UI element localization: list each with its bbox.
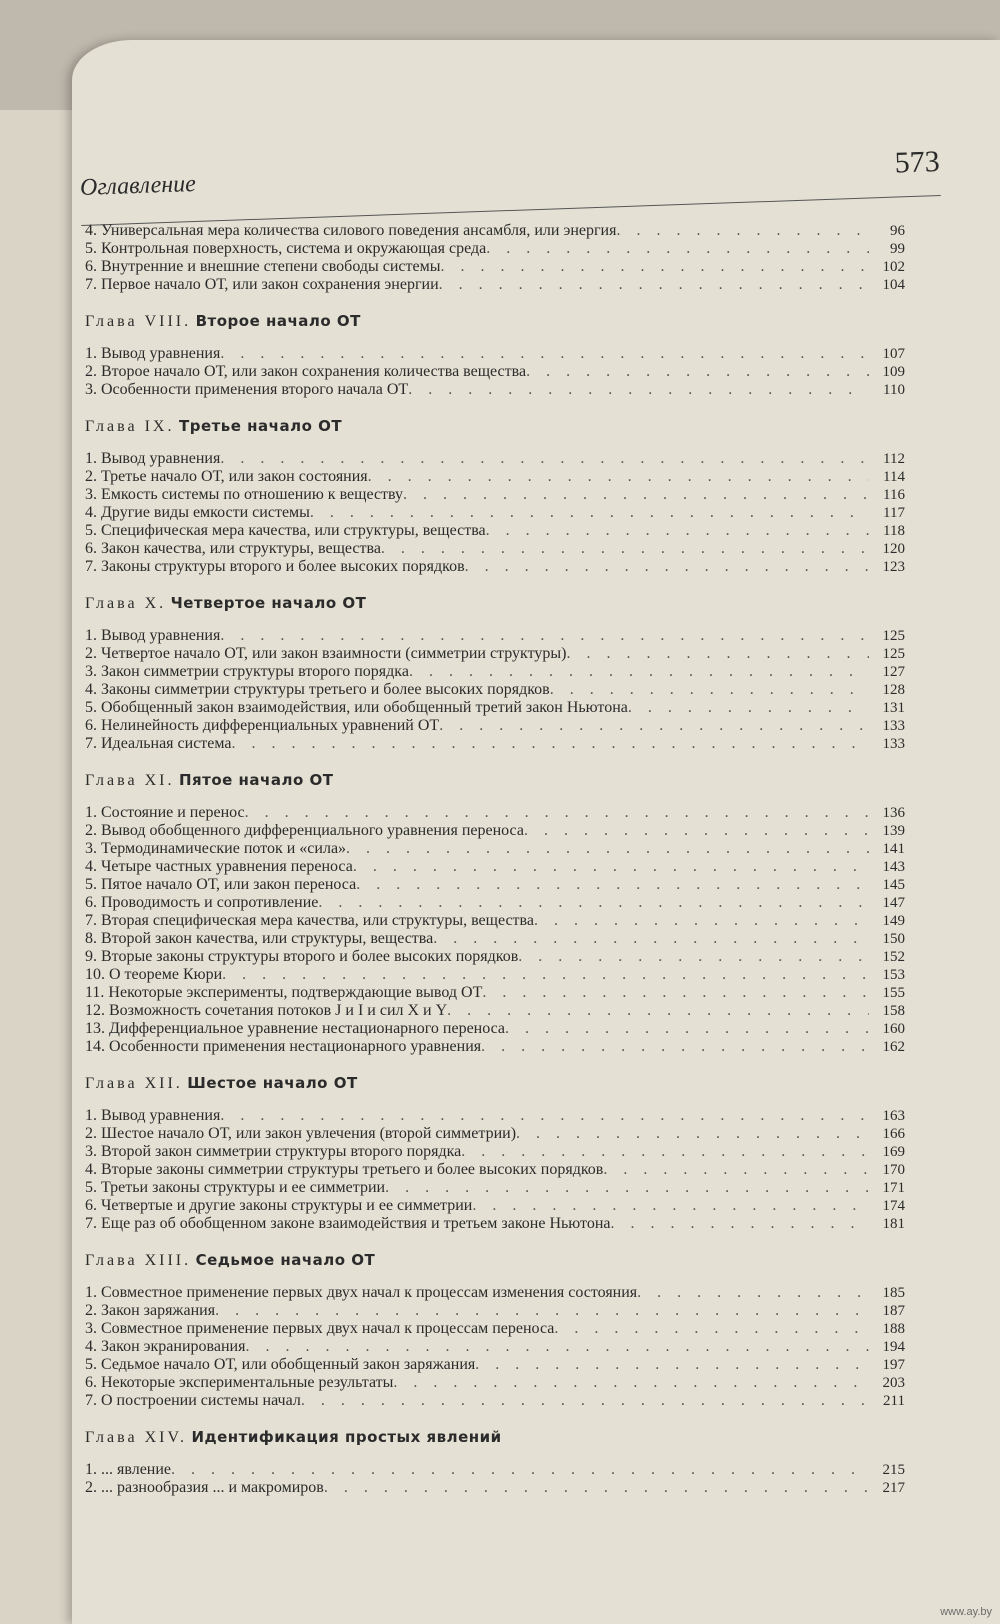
dot-leader — [245, 804, 869, 822]
dot-leader — [220, 450, 869, 468]
dot-leader — [526, 363, 869, 381]
toc-entry — [85, 1461, 905, 1479]
dot-leader — [310, 504, 869, 522]
toc-entry — [85, 699, 905, 717]
toc-entry — [85, 1215, 905, 1233]
toc-entry — [85, 966, 905, 984]
toc-entry — [85, 1392, 905, 1410]
toc-entry-page: 117 — [883, 505, 905, 521]
toc-entry-title: 13. Дифференциальное уравнение нестационарного переноса — [85, 1020, 506, 1037]
toc-entry — [85, 645, 905, 663]
dot-leader — [550, 681, 869, 699]
dot-leader — [324, 1479, 869, 1497]
toc-entry-title: 1. Вывод уравнения — [85, 450, 221, 467]
running-title: Оглавление — [79, 170, 197, 202]
dot-leader — [482, 984, 869, 1002]
toc-entry — [85, 522, 905, 540]
toc-entry-page: 215 — [882, 1462, 905, 1478]
chapter-label: Глава X. — [85, 595, 167, 612]
toc-entry — [85, 504, 905, 522]
toc-entry — [85, 1143, 905, 1161]
toc-entry-page: 171 — [882, 1180, 905, 1196]
chapter-section — [85, 594, 905, 753]
chapter-heading — [85, 771, 905, 790]
toc-entry — [85, 1374, 905, 1392]
toc-entry-page: 118 — [883, 523, 905, 539]
dot-leader — [439, 276, 869, 294]
dot-leader — [518, 948, 869, 966]
toc-entry-page: 141 — [882, 841, 905, 857]
toc-entry-title: 5. Пятое начало ОТ, или закон переноса — [85, 876, 357, 893]
table-of-contents — [85, 222, 905, 1515]
toc-entry-page: 131 — [882, 700, 905, 716]
dot-leader — [472, 1197, 869, 1215]
toc-entry-title: 5. Третьи законы структуры и ее симметрии — [85, 1179, 386, 1196]
toc-entry — [85, 1284, 905, 1302]
dot-leader — [220, 627, 869, 645]
dot-leader — [447, 1002, 869, 1020]
toc-entry-title: 4. Четыре частных уравнения переноса — [85, 858, 353, 875]
dot-leader — [409, 663, 869, 681]
dot-leader — [475, 1356, 869, 1374]
toc-entry — [85, 822, 905, 840]
toc-entry-title: 2. ... разнообразия ... и макромиров — [85, 1479, 324, 1496]
dot-leader — [486, 522, 869, 540]
toc-entry-page: 155 — [882, 985, 905, 1001]
toc-entry-title: 1. Совместное применение первых двух начал к процессам изменения состояния — [85, 1284, 638, 1301]
chapter-section — [85, 1074, 905, 1233]
chapter-section — [85, 771, 905, 1056]
chapter-title: Третье начало ОТ — [178, 417, 343, 435]
chapter-label: Глава XIV. — [85, 1429, 187, 1446]
dot-leader — [232, 735, 869, 753]
chapter-title: Шестое начало ОТ — [187, 1074, 358, 1092]
toc-entry-page: 120 — [882, 541, 905, 557]
toc-entry-title: 2. Закон заряжания — [85, 1302, 216, 1319]
chapter-label: Глава XII. — [85, 1075, 183, 1092]
dot-leader — [368, 468, 869, 486]
dot-leader — [534, 912, 869, 930]
chapter-section — [85, 222, 905, 294]
toc-entry-page: 174 — [882, 1198, 905, 1214]
toc-entry — [85, 663, 905, 681]
toc-entry — [85, 717, 905, 735]
toc-entry — [85, 1038, 905, 1056]
toc-entry-page: 188 — [882, 1321, 905, 1337]
dot-leader — [505, 1020, 869, 1038]
toc-entry-title: 5. Контрольная поверхность, система и окружающая среда — [85, 240, 487, 257]
chapter-section — [85, 1251, 905, 1410]
toc-entry-title: 4. Законы симметрии структуры третьего и более высоких порядков — [85, 681, 550, 698]
toc-entry-page: 136 — [882, 805, 905, 821]
toc-entry-page: 181 — [882, 1216, 905, 1232]
chapter-heading — [85, 417, 905, 436]
dot-leader — [554, 1320, 869, 1338]
toc-entry-title: 2. Четвертое начало ОТ, или закон взаимности (симметрии структуры) — [85, 645, 567, 662]
toc-entry-page: 139 — [882, 823, 905, 839]
chapter-label: Глава XIII. — [85, 1252, 192, 1269]
toc-entry-page: 160 — [882, 1021, 905, 1037]
toc-entry — [85, 804, 905, 822]
toc-entry-page: 170 — [882, 1162, 905, 1178]
toc-entry-page: 169 — [882, 1144, 905, 1160]
toc-entry — [85, 1356, 905, 1374]
toc-entry-title: 3. Закон симметрии структуры второго порядка — [85, 663, 409, 680]
toc-entry — [85, 240, 905, 258]
dot-leader — [486, 240, 869, 258]
dot-leader — [566, 645, 869, 663]
toc-entry — [85, 345, 905, 363]
dot-leader — [393, 1374, 869, 1392]
chapter-label: Глава XI. — [85, 772, 175, 789]
toc-entry-title: 6. Проводимость и сопротивление — [85, 894, 319, 911]
toc-entry-title: 1. ... явление — [85, 1461, 172, 1478]
toc-entry-title: 4. Универсальная мера количества силового поведения ансамбля, или энергия — [85, 222, 617, 239]
toc-entry-page: 102 — [882, 259, 905, 275]
toc-entry — [85, 1320, 905, 1338]
toc-entry-page: 187 — [882, 1303, 905, 1319]
toc-entry-title: 11. Некоторые эксперименты, подтверждающие вывод ОТ — [85, 984, 483, 1001]
dot-leader — [301, 1392, 869, 1410]
chapter-title: Второе начало ОТ — [195, 312, 361, 330]
dot-leader — [628, 699, 869, 717]
toc-entry-title: 7. Еще раз об обобщенном законе взаимодействия и третьем законе Ньютона — [85, 1215, 611, 1232]
toc-entry-page: 150 — [882, 931, 905, 947]
chapter-section — [85, 417, 905, 576]
dot-leader — [220, 1107, 869, 1125]
chapter-title: Четвертое начало ОТ — [170, 594, 367, 612]
dot-leader — [346, 840, 869, 858]
toc-entry-page: 143 — [882, 859, 905, 875]
dot-leader — [403, 486, 869, 504]
dot-leader — [318, 894, 869, 912]
toc-entry — [85, 735, 905, 753]
toc-entry-page: 153 — [882, 967, 905, 983]
toc-entry — [85, 558, 905, 576]
toc-entry — [85, 381, 905, 399]
toc-entry-page: 217 — [882, 1480, 905, 1496]
toc-entry-page: 147 — [882, 895, 905, 911]
toc-entry — [85, 984, 905, 1002]
toc-entry-page: 116 — [883, 487, 905, 503]
toc-entry-title: 7. Законы структуры второго и более высоких порядков — [85, 558, 465, 575]
toc-entry-page: 203 — [882, 1375, 905, 1391]
toc-entry-title: 9. Вторые законы структуры второго и более высоких порядков — [85, 948, 519, 965]
toc-entry-title: 7. О построении системы начал — [85, 1392, 301, 1409]
toc-entry — [85, 894, 905, 912]
toc-entry-title: 5. Обобщенный закон взаимодействия, или обобщенный третий закон Ньютона — [85, 699, 628, 716]
dot-leader — [516, 1125, 869, 1143]
toc-entry — [85, 468, 905, 486]
chapter-label: Глава IX. — [85, 418, 175, 435]
adjacent-page — [0, 110, 80, 1624]
toc-entry — [85, 876, 905, 894]
dot-leader — [603, 1161, 869, 1179]
toc-entry — [85, 363, 905, 381]
toc-entry-page: 211 — [883, 1393, 905, 1409]
dot-leader — [637, 1284, 869, 1302]
toc-entry — [85, 258, 905, 276]
toc-entry-page: 163 — [882, 1108, 905, 1124]
toc-entry-page: 96 — [890, 223, 905, 239]
dot-leader — [433, 930, 869, 948]
toc-entry — [85, 627, 905, 645]
toc-entry-page: 128 — [882, 682, 905, 698]
toc-entry-page: 125 — [882, 628, 905, 644]
toc-entry-page: 110 — [883, 382, 905, 398]
toc-entry-title: 8. Второй закон качества, или структуры, вещества — [85, 930, 434, 947]
toc-entry-page: 194 — [882, 1339, 905, 1355]
toc-entry-title: 1. Вывод уравнения — [85, 1107, 221, 1124]
chapter-title: Идентификация простых явлений — [191, 1428, 502, 1446]
toc-entry-title: 4. Закон экранирования — [85, 1338, 246, 1355]
chapter-heading — [85, 594, 905, 613]
chapter-title: Седьмое начало ОТ — [195, 1251, 376, 1269]
dot-leader — [353, 858, 869, 876]
toc-entry-title: 2. Шестое начало ОТ, или закон увлечения (второй симметрии) — [85, 1125, 517, 1142]
toc-entry-title: 10. О теореме Кюри — [85, 966, 223, 983]
toc-entry-title: 3. Второй закон симметрии структуры второго порядка — [85, 1143, 462, 1160]
dot-leader — [524, 822, 869, 840]
dot-leader — [610, 1215, 869, 1233]
dot-leader — [220, 345, 869, 363]
toc-entry-page: 104 — [882, 277, 905, 293]
page-number: 573 — [894, 145, 941, 180]
toc-entry-page: 127 — [882, 664, 905, 680]
toc-entry-page: 158 — [882, 1003, 905, 1019]
toc-entry-title: 6. Закон качества, или структуры, вещества — [85, 540, 381, 557]
toc-entry — [85, 276, 905, 294]
toc-entry — [85, 1197, 905, 1215]
toc-entry-title: 3. Совместное применение первых двух начал к процессам переноса — [85, 1320, 555, 1337]
toc-entry-title: 3. Особенности применения второго начала ОТ — [85, 381, 409, 398]
dot-leader — [481, 1038, 869, 1056]
toc-entry — [85, 222, 905, 240]
toc-entry-title: 5. Специфическая мера качества, или структуры, вещества — [85, 522, 486, 539]
toc-entry — [85, 450, 905, 468]
toc-entry-title: 3. Термодинамические поток и «сила» — [85, 840, 347, 857]
toc-entry-title: 7. Идеальная система — [85, 735, 232, 752]
toc-entry — [85, 930, 905, 948]
toc-entry — [85, 1002, 905, 1020]
toc-entry — [85, 1161, 905, 1179]
toc-entry-page: 185 — [882, 1285, 905, 1301]
toc-entry-title: 2. Третье начало ОТ, или закон состояния — [85, 468, 368, 485]
dot-leader — [381, 540, 869, 558]
chapter-label: Глава VIII. — [85, 313, 192, 330]
toc-entry-title: 4. Другие виды емкости системы — [85, 504, 310, 521]
dot-leader — [215, 1302, 869, 1320]
chapter-heading — [85, 1428, 905, 1447]
toc-entry-title: 6. Внутренние и внешние степени свободы системы — [85, 258, 441, 275]
dot-leader — [356, 876, 869, 894]
toc-entry-page: 152 — [882, 949, 905, 965]
toc-entry — [85, 1107, 905, 1125]
toc-entry-title: 2. Вывод обобщенного дифференциального уравнения переноса — [85, 822, 524, 839]
toc-entry — [85, 1020, 905, 1038]
toc-entry-page: 133 — [882, 718, 905, 734]
dot-leader — [408, 381, 869, 399]
toc-entry-page: 114 — [883, 469, 905, 485]
toc-entry-title: 1. Вывод уравнения — [85, 345, 221, 362]
toc-entry — [85, 858, 905, 876]
toc-entry — [85, 1125, 905, 1143]
toc-entry-page: 166 — [882, 1126, 905, 1142]
toc-entry-page: 125 — [882, 646, 905, 662]
dot-leader — [245, 1338, 869, 1356]
dot-leader — [440, 258, 869, 276]
dot-leader — [461, 1143, 869, 1161]
chapter-heading — [85, 1074, 905, 1093]
toc-entry-page: 109 — [882, 364, 905, 380]
toc-entry-title: 4. Вторые законы симметрии структуры третьего и более высоких порядков — [85, 1161, 604, 1178]
dot-leader — [222, 966, 869, 984]
toc-entry-page: 99 — [890, 241, 905, 257]
toc-entry-title: 3. Емкость системы по отношению к веществу — [85, 486, 404, 503]
toc-entry — [85, 840, 905, 858]
chapter-section — [85, 312, 905, 399]
toc-entry-title: 7. Первое начало ОТ, или закон сохранения энергии — [85, 276, 439, 293]
toc-entry-title: 6. Четвертые и другие законы структуры и ее симметрии — [85, 1197, 473, 1214]
toc-entry-title: 6. Некоторые экспериментальные результаты — [85, 1374, 394, 1391]
toc-entry-page: 197 — [882, 1357, 905, 1373]
toc-entry — [85, 948, 905, 966]
chapter-section — [85, 1428, 905, 1497]
dot-leader — [171, 1461, 869, 1479]
toc-entry — [85, 1179, 905, 1197]
chapter-heading — [85, 1251, 905, 1270]
toc-entry-title: 12. Возможность сочетания потоков J и I и сил X и Y — [85, 1002, 448, 1019]
toc-entry — [85, 486, 905, 504]
dot-leader — [439, 717, 869, 735]
toc-entry — [85, 1302, 905, 1320]
toc-entry-title: 14. Особенности применения нестационарного уравнения — [85, 1038, 482, 1055]
toc-entry-page: 133 — [882, 736, 905, 752]
chapter-title: Пятое начало ОТ — [178, 771, 334, 789]
toc-entry-page: 123 — [882, 559, 905, 575]
toc-entry-page: 162 — [882, 1039, 905, 1055]
dot-leader — [616, 222, 869, 240]
toc-entry — [85, 540, 905, 558]
toc-entry-title: 2. Второе начало ОТ, или закон сохранения количества вещества — [85, 363, 527, 380]
toc-entry-title: 5. Седьмое начало ОТ, или обобщенный закон заряжания — [85, 1356, 476, 1373]
toc-entry-title: 7. Вторая специфическая мера качества, или структуры, вещества — [85, 912, 534, 929]
toc-entry-page: 107 — [882, 346, 905, 362]
toc-entry-title: 6. Нелинейность дифференциальных уравнений ОТ — [85, 717, 440, 734]
toc-entry-page: 112 — [883, 451, 905, 467]
dot-leader — [385, 1179, 869, 1197]
toc-entry — [85, 912, 905, 930]
toc-entry — [85, 1338, 905, 1356]
toc-entry-title: 1. Состояние и перенос — [85, 804, 245, 821]
toc-entry — [85, 1479, 905, 1497]
watermark: www.ay.by — [940, 1606, 992, 1618]
toc-entry-page: 149 — [882, 913, 905, 929]
chapter-heading — [85, 312, 905, 331]
dot-leader — [465, 558, 869, 576]
toc-entry-page: 145 — [882, 877, 905, 893]
toc-entry — [85, 681, 905, 699]
toc-entry-title: 1. Вывод уравнения — [85, 627, 221, 644]
